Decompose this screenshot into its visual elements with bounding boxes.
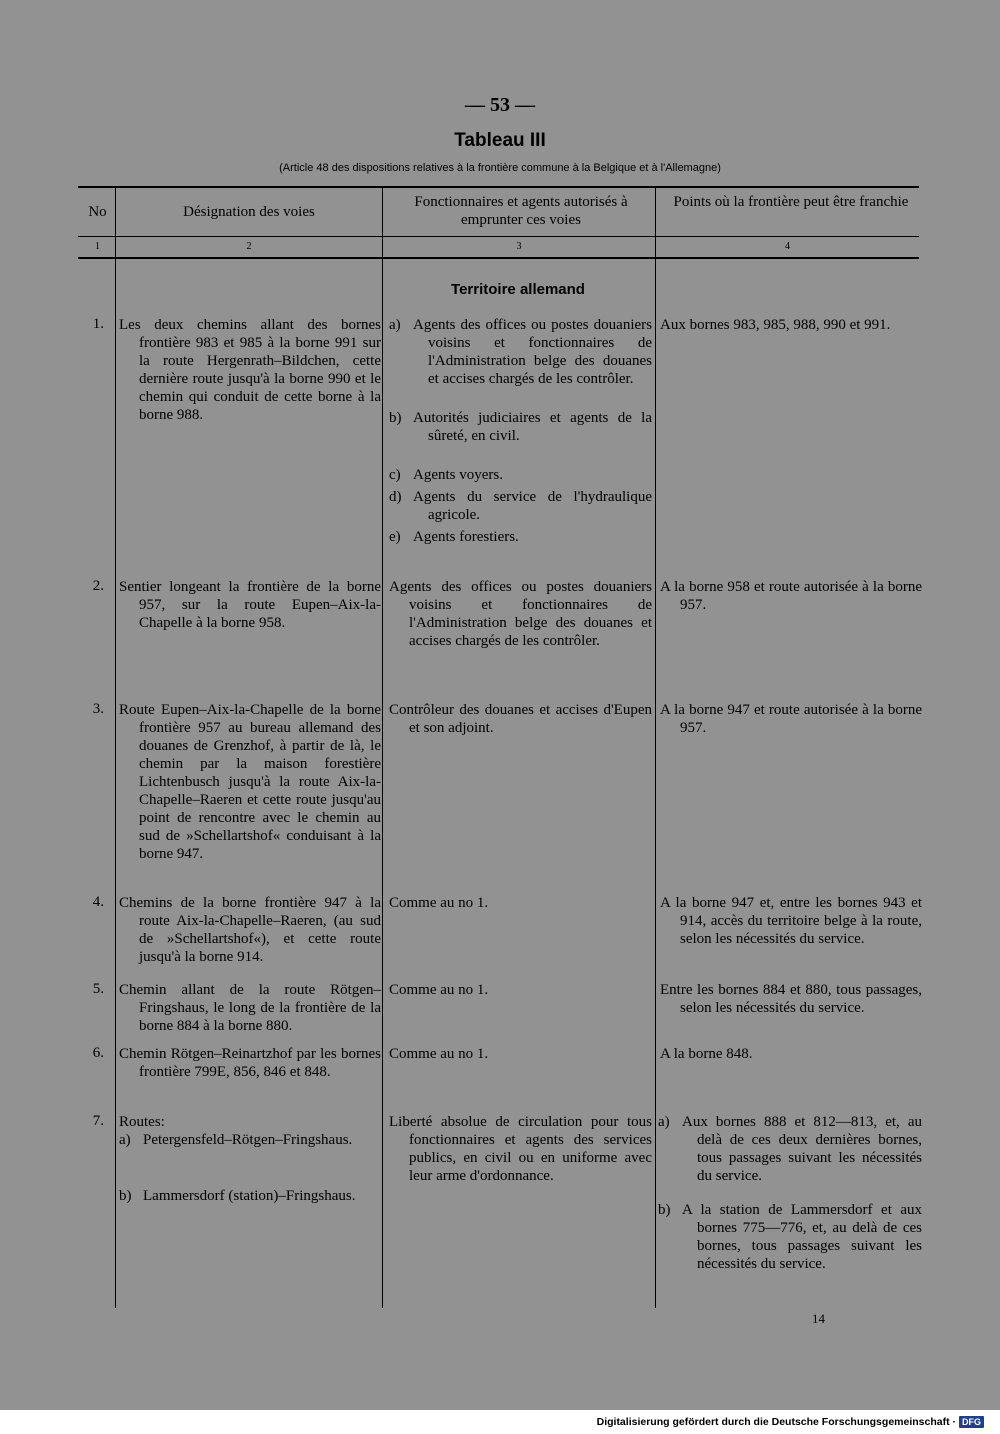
item-label: b) (389, 410, 402, 426)
agent-item (389, 409, 652, 445)
agents-text: Agents des offices ou postes douaniers voisins et fonctionnaires de l'Administration belge des douanes et accises chargés de les contrôler. (389, 579, 652, 649)
agent-item (389, 528, 652, 546)
row-voies (119, 1045, 381, 1081)
row-agents (389, 316, 652, 546)
points-text: A la borne 947 et route autorisée à la borne 957. (660, 702, 922, 736)
column-number-3: 3 (516, 241, 522, 252)
agents-text: Comme au no 1. (389, 895, 489, 911)
footer-text: Digitalisierung gefördert durch die Deutsche Forschungsgemeinschaft · (596, 1416, 956, 1428)
row-voies (119, 701, 381, 863)
item-text: Aux bornes 888 et 812—813, et, au delà de ces deux dernières bornes, tous passages suivant les nécessités du service. (682, 1114, 922, 1184)
agent-item (389, 316, 652, 388)
table-subtitle: (Article 48 des dispositions relatives à la frontière commune à la Belgique et à l'Allemagne) (279, 162, 721, 174)
voies-text: Chemins de la borne frontière 947 à la route Aix-la-Chapelle–Raeren, (au sud de »Schellartshof«), et cette route jusqu'à la borne 914. (119, 895, 381, 965)
points-item (658, 1113, 922, 1185)
column-divider-3 (655, 188, 656, 1308)
row-agents (389, 1045, 652, 1063)
item-label: b) (658, 1202, 671, 1218)
row-voies (119, 578, 381, 632)
item-text: Petergensfeld–Rötgen–Fringshaus. (143, 1132, 353, 1148)
agents-text: Comme au no 1. (389, 982, 489, 998)
digitization-footer (0, 1416, 984, 1428)
row-number: 1. (92, 316, 104, 332)
points-text: Entre les bornes 884 et 880, tous passages, selon les nécessités du service. (660, 982, 922, 1016)
row-number: 4. (92, 894, 104, 910)
item-label: e) (389, 529, 401, 545)
row-voies (119, 981, 381, 1035)
row-points (660, 894, 922, 948)
header-rule (78, 236, 919, 237)
header-points: Points où la frontière peut être franchie (673, 194, 909, 210)
column-number-4: 4 (785, 241, 790, 252)
item-text: Agents forestiers. (413, 529, 519, 545)
item-label: d) (389, 489, 402, 505)
column-divider-1 (115, 188, 116, 1308)
agent-item (389, 488, 652, 524)
item-text: A la station de Lammersdorf et aux bornes 775—776, et, au delà de ces bornes, tous passages suivant les nécessités du service. (682, 1202, 922, 1272)
row-number: 6. (92, 1045, 104, 1061)
row-voies (119, 316, 381, 424)
row-number: 3. (92, 701, 104, 717)
points-text: Aux bornes 983, 985, 988, 990 et 991. (660, 317, 891, 333)
item-text: Autorités judiciaires et agents de la sûreté, en civil. (413, 410, 652, 444)
voies-text: Route Eupen–Aix-la-Chapelle de la borne frontière 957 au bureau allemand des douanes de Grenzhof, à partir de là, le chemin par la maison forestière Lichtenbusch jusqu'à la route Aix-la-Chapelle–Raeren et cette route jusqu'au point de rencontre avec le chemin au sud de »Schellartshof« conduisant à la borne 947. (119, 702, 381, 862)
points-item (658, 1201, 922, 1273)
item-label: b) (119, 1188, 132, 1204)
item-label: a) (389, 317, 401, 333)
voies-item (119, 1131, 381, 1149)
header-no: No (88, 204, 107, 220)
voies-text: Les deux chemins allant des bornes frontière 983 et 985 à la borne 991 sur la route Hergenrath–Bildchen, cette dernière route jusqu'à la borne 990 et le chemin qui conduit de cette borne à la borne 988. (119, 317, 381, 423)
item-label: a) (658, 1114, 670, 1130)
row-voies (119, 894, 381, 966)
row-number: 7. (92, 1113, 104, 1129)
points-text: A la borne 958 et route autorisée à la borne 957. (660, 579, 922, 613)
header-agents: Fonctionnaires et agents autorisés à emprunter ces voies (414, 194, 628, 228)
row-points (660, 701, 922, 737)
column-divider-2 (382, 188, 383, 1308)
row-agents (389, 578, 652, 650)
row-agents (389, 1113, 652, 1185)
column-number-2: 2 (246, 241, 252, 252)
dfg-logo: DFG (959, 1416, 984, 1428)
item-label: a) (119, 1132, 131, 1148)
table-top-rule (78, 186, 919, 188)
voies-text: Chemin allant de la route Rötgen–Fringshaus, le long de la frontière de la borne 884 à la borne 880. (119, 982, 381, 1034)
column-number-1: 1 (95, 241, 100, 252)
signature-mark: 14 (812, 1311, 825, 1326)
row-points (658, 1113, 922, 1273)
agents-text: Contrôleur des douanes et accises d'Eupen et son adjoint. (389, 702, 652, 736)
row-number: 5. (92, 981, 104, 997)
item-text: Lammersdorf (station)–Fringshaus. (143, 1188, 356, 1204)
header-designation: Désignation des voies (183, 204, 315, 220)
row-points (660, 316, 922, 334)
page-number: — 53 — (465, 94, 535, 116)
row-points (660, 981, 922, 1017)
item-text: Agents du service de l'hydraulique agricole. (413, 489, 652, 523)
points-text: A la borne 947 et, entre les bornes 943 et 914, accès du territoire belge à la route, selon les nécessités du service. (660, 895, 922, 947)
table-title: Tableau III (454, 130, 546, 151)
agents-text: Comme au no 1. (389, 1046, 489, 1062)
points-text: A la borne 848. (660, 1046, 753, 1062)
voies-text: Sentier longeant la frontière de la borne 957, sur la route Eupen–Aix-la-Chapelle à la borne 958. (119, 579, 381, 631)
row-agents (389, 701, 652, 737)
row-voies (119, 1113, 381, 1205)
agents-text: Liberté absolue de circulation pour tous fonctionnaires et agents des services publics, en civil ou en uniforme avec leur arme d'ordonnance. (389, 1114, 652, 1184)
row-points (660, 578, 922, 614)
item-text: Agents des offices ou postes douaniers voisins et fonctionnaires de l'Administration belge des douanes et accises chargés de les contrôler. (413, 317, 652, 387)
voies-intro: Routes: (119, 1114, 165, 1130)
row-agents (389, 894, 652, 912)
row-agents (389, 981, 652, 999)
row-points (660, 1045, 922, 1063)
section-title: Territoire allemand (451, 281, 585, 298)
column-number-rule (78, 257, 919, 259)
agent-item (389, 466, 652, 484)
voies-item (119, 1187, 381, 1205)
item-label: c) (389, 467, 401, 483)
voies-text: Chemin Rötgen–Reinartzhof par les bornes frontière 799E, 856, 846 et 848. (119, 1046, 381, 1080)
item-text: Agents voyers. (413, 467, 503, 483)
row-number: 2. (92, 578, 104, 594)
